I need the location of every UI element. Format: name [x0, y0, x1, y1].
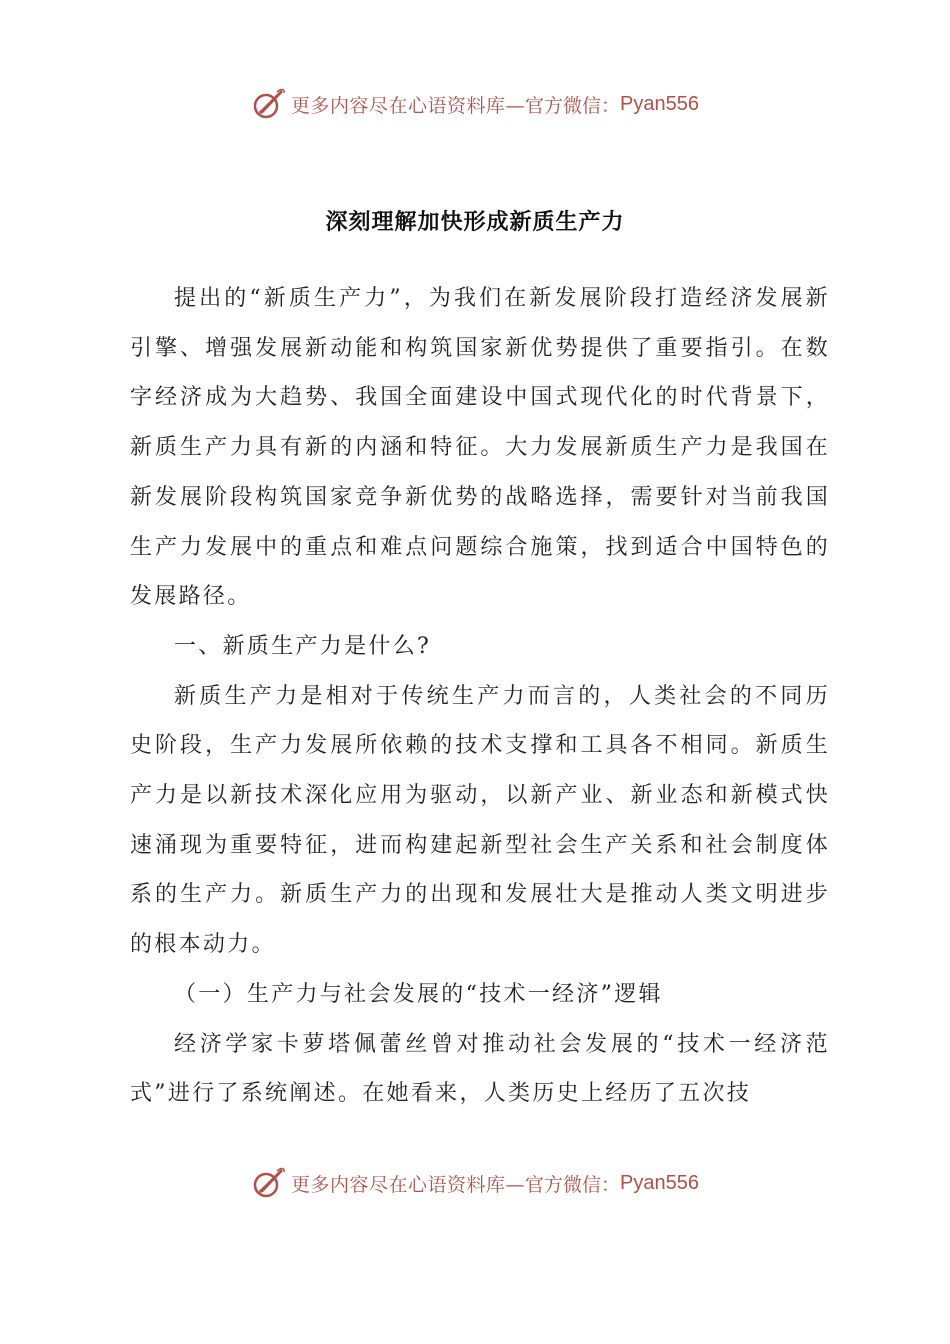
quill-logo-icon — [251, 86, 287, 122]
body-paragraph: 新质生产力是相对于传统生产力而言的，人类社会的不同历史阶段，生产力发展所依赖的技术支撑和工具各不相同。新质生产力是以新技术深化应用为驱动，以新产业、新业态和新模式快速涌现为重要特征，进而构建起新型社会生产关系和社会制度体系的生产力。新质生产力的出现和发展壮大是推动人类文明进步的根本动力。 — [130, 683, 830, 958]
banner-text: 更多内容尽在心语资料库— — [291, 1173, 526, 1196]
subsection-heading: （一）生产力与社会发展的“技术一经济”逻辑 — [174, 981, 663, 1007]
section-heading: 一、新质生产力是什么? — [174, 633, 432, 659]
banner-wechat-id: Pyan556 — [620, 92, 699, 115]
banner-wechat-label: 官方微信： — [525, 1173, 621, 1196]
banner-text: 更多内容尽在心语资料库— — [291, 94, 526, 117]
quill-logo-icon — [251, 1165, 287, 1201]
banner-wechat-id: Pyan556 — [620, 1171, 699, 1194]
document-body — [130, 274, 830, 1119]
footer-watermark-banner — [0, 1163, 950, 1203]
header-watermark-banner — [0, 84, 950, 124]
banner-wechat-label: 官方微信： — [525, 94, 621, 117]
body-paragraph: 经济学家卡萝塔佩蕾丝曾对推动社会发展的“技术一经济范式”进行了系统阐述。在她看来，人类历史上经历了五次技 — [130, 1031, 830, 1107]
body-paragraph: 提出的“新质生产力”，为我们在新发展阶段打造经济发展新引擎、增强发展新动能和构筑国家新优势提供了重要指引。在数字经济成为大趋势、我国全面建设中国式现代化的时代背景下，新质生产力具有新的内涵和特征。大力发展新质生产力是我国在新发展阶段构筑国家竞争新优势的战略选择，需要针对当前我国生产力发展中的重点和难点问题综合施策，找到适合中国特色的发展路径。 — [130, 286, 830, 610]
document-title: 深刻理解加快形成新质生产力 — [325, 210, 625, 235]
